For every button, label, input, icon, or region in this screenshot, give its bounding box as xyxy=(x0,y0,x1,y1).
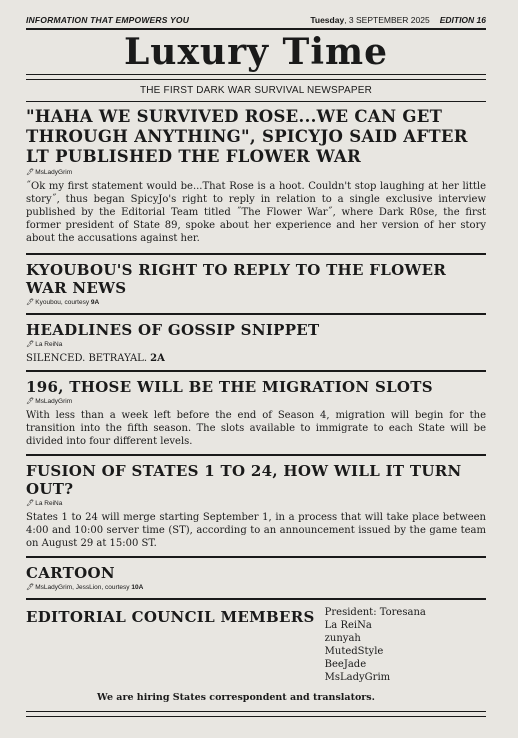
byline-author: MsLadyGrim xyxy=(35,169,73,176)
article-byline xyxy=(26,168,486,177)
article-body: ˝Ok my first statement would be...That Rose is a hoot. Couldn't stop laughing at her little story˝, thus began SpicyJo's right to reply in relation to a single exclusive interview published by the Editorial Team titled ˝The Flower War˝, where Dark R0se, the first former president of State 89, spoke about her experience and her version of her story about the accusations against her. xyxy=(26,181,486,244)
pen-icon: 🖊 xyxy=(26,398,35,405)
pen-icon: 🖊 xyxy=(26,341,35,348)
dateline xyxy=(310,15,486,25)
council-member: MsLadyGrim xyxy=(324,672,391,683)
gossip-snippet xyxy=(26,353,486,364)
article-byline xyxy=(26,298,486,307)
edition-number: EDITION 16 xyxy=(439,15,486,25)
byline-author: MsLadyGrim xyxy=(35,398,73,405)
byline-author: La ReiNa xyxy=(35,341,63,348)
editorial-council xyxy=(26,600,486,686)
byline-author: MsLadyGrim, JessLion, courtesy xyxy=(35,584,132,591)
pen-icon: 🖊 xyxy=(26,299,35,306)
masthead-title: Luxury Time xyxy=(123,31,388,73)
article-headline[interactable]: CARTOON xyxy=(26,564,115,582)
byline-author: La ReiNa xyxy=(35,500,63,507)
page-reference: 9A xyxy=(90,299,100,306)
byline-author: Kyoubou, courtesy xyxy=(35,299,91,306)
council-member: President: Toresana xyxy=(324,607,426,618)
article-migration xyxy=(26,372,486,454)
council-member: La ReiNa xyxy=(324,620,372,631)
issue-date-text: , 3 SEPTEMBER 2025 xyxy=(344,15,430,25)
article-cartoon xyxy=(26,558,486,598)
issue-day: Tuesday xyxy=(310,15,345,25)
article-headline[interactable]: 196, THOSE WILL BE THE MIGRATION SLOTS xyxy=(26,378,433,396)
lead-article xyxy=(26,107,486,253)
article-byline xyxy=(26,397,486,406)
pen-icon: 🖊 xyxy=(26,169,35,176)
article-body: With less than a week left before the end of Season 4, migration will begin for the transition into the fifth season. The slots available to immigrate to each State will be divided into four different levels. xyxy=(26,410,486,447)
hiring-notice: We are hiring States correspondent and translators. xyxy=(97,692,375,703)
pen-icon: 🖊 xyxy=(26,500,35,507)
snippet-text: SILENCED. BETRAYAL. xyxy=(26,353,151,364)
top-rule xyxy=(26,28,486,30)
masthead-subtitle: THE FIRST DARK WAR SURVIVAL NEWSPAPER xyxy=(139,85,373,96)
article-byline xyxy=(26,340,486,349)
council-member: BeeJade xyxy=(324,659,367,670)
article-headline[interactable]: HEADLINES OF GOSSIP SNIPPET xyxy=(26,321,320,339)
council-members xyxy=(325,606,426,684)
article-fusion xyxy=(26,456,486,556)
article-headline[interactable]: FUSION OF STATES 1 TO 24, HOW WILL IT TURN OUT? xyxy=(26,462,462,498)
page-reference: 2A xyxy=(150,353,165,364)
article-byline xyxy=(26,499,486,508)
council-title: EDITORIAL COUNCIL MEMBERS xyxy=(26,608,315,626)
article-headline[interactable]: "HAHA WE SURVIVED ROSE...WE CAN GET THROUGH ANYTHING", SPICYJO SAID AFTER LT PUBLISHED THE FLOWER WAR xyxy=(26,107,468,166)
footer-rule xyxy=(26,711,486,717)
issue-date xyxy=(310,15,429,25)
article-headline[interactable]: KYOUBOU'S RIGHT TO REPLY TO THE FLOWER WAR NEWS xyxy=(26,261,447,297)
tagline: INFORMATION THAT EMPOWERS YOU xyxy=(26,15,190,25)
subtitle-rule xyxy=(26,101,486,102)
council-member: zunyah xyxy=(324,633,361,644)
article-body: States 1 to 24 will merge starting September 1, in a process that will take place between 4:00 and 10:00 server time (ST), according to an announcement issued by the game team on August 29 at 15:00 ST. xyxy=(26,512,486,549)
article-kyoubou xyxy=(26,255,486,313)
council-member: MutedStyle xyxy=(324,646,384,657)
top-bar xyxy=(26,0,486,25)
article-byline xyxy=(26,583,486,592)
pen-icon: 🖊 xyxy=(26,584,35,591)
article-gossip xyxy=(26,315,486,370)
page-reference: 10A xyxy=(131,584,144,591)
